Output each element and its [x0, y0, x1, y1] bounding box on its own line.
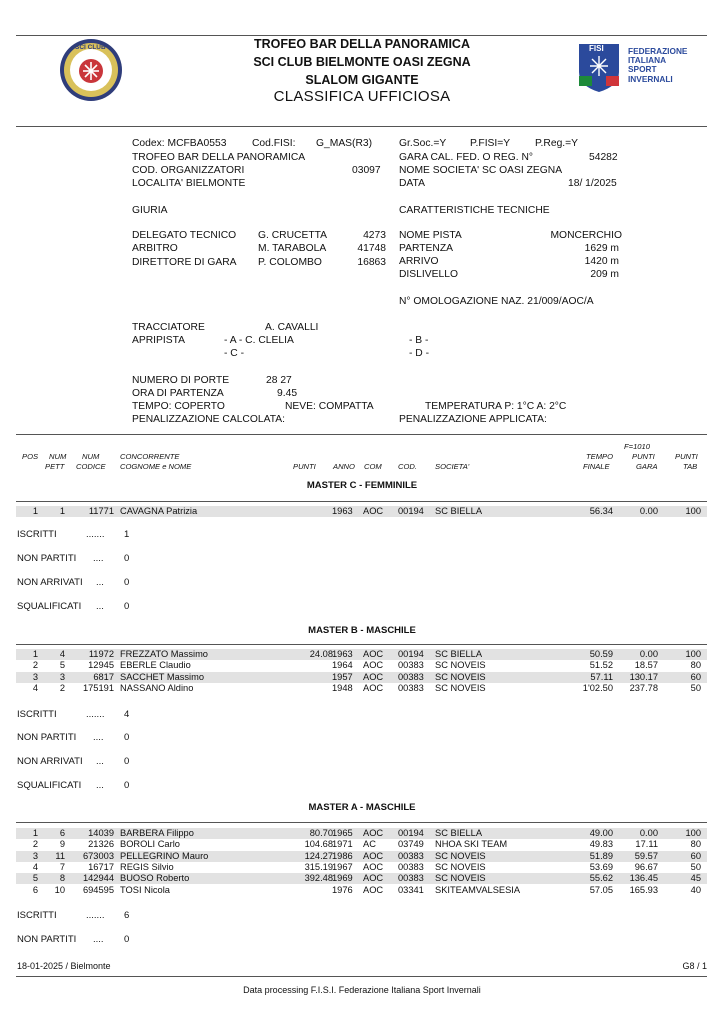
section-rule: [16, 501, 707, 502]
cell-punti: 315.19: [304, 861, 333, 872]
cell-societa: SC NOVEIS: [435, 850, 486, 861]
cell-gara: 0.00: [639, 506, 658, 516]
jury-name: P. COLOMBO: [258, 257, 322, 268]
stat-dots: ...: [96, 601, 104, 612]
title-classifica: CLASSIFICA UFFICIOSA: [273, 88, 451, 105]
cod-fisi-label: Cod.FISI:: [252, 138, 296, 149]
cell-anno: 1964: [332, 660, 353, 671]
temperatura: TEMPERATURA P: 1°C A: 2°C: [425, 401, 567, 412]
cell-anno: 1963: [332, 506, 353, 516]
stat-label: SQUALIFICATI: [17, 601, 82, 612]
result-row: [16, 839, 707, 850]
p-fisi: P.FISI=Y: [470, 138, 511, 149]
col-com: COM: [364, 462, 382, 471]
cell-cod: 00383: [398, 671, 424, 682]
stat-dots: ....: [93, 732, 104, 743]
cell-code: 11771: [88, 506, 114, 516]
cell-com: AOC: [363, 649, 384, 659]
cell-name: REGIS Silvio: [120, 861, 174, 872]
footer-page: G8 / 1: [682, 961, 707, 971]
cell-com: AOC: [363, 861, 384, 872]
col-f-factor: F=1010: [624, 442, 650, 451]
cell-anno: 1986: [332, 850, 353, 861]
cell-code: 6817: [93, 671, 114, 682]
cell-com: AC: [363, 839, 376, 850]
tech-label: PARTENZA: [399, 243, 453, 254]
tech-label: NOME PISTA: [399, 230, 462, 241]
cell-tempo: 55.62: [589, 873, 613, 884]
cell-societa: SC NOVEIS: [435, 861, 486, 872]
cell-societa: SC NOVEIS: [435, 660, 486, 671]
col-punti-tab: TAB: [683, 462, 698, 471]
stat-label: ISCRITTI: [17, 910, 57, 921]
stat-label: NON ARRIVATI: [17, 577, 83, 588]
result-row: [16, 506, 707, 517]
jury-name: G. CRUCETTA: [258, 230, 328, 241]
cell-name: BARBERA Filippo: [120, 828, 194, 838]
localita: LOCALITA' BIELMONTE: [132, 178, 246, 189]
cell-tab: 100: [685, 828, 701, 838]
data-value: 18/ 1/2025: [568, 178, 617, 189]
cell-code: 673003: [82, 850, 114, 861]
result-row: [16, 885, 707, 896]
cell-anno: 1976: [332, 884, 353, 895]
club-logo-text-top: SCI CLUB: [75, 44, 106, 51]
cell-pos: 3: [32, 850, 38, 861]
cell-tempo: 53.69: [589, 861, 613, 872]
tech-value: 209 m: [590, 269, 619, 280]
cell-societa: SC BIELLA: [435, 649, 483, 659]
cell-gara: 136.45: [629, 873, 658, 884]
stat-label: ISCRITTI: [17, 709, 57, 720]
cell-tab: 100: [685, 649, 701, 659]
cell-anno: 1963: [332, 649, 353, 659]
cell-name: BOROLI Carlo: [120, 839, 180, 850]
gr-soc: Gr.Soc.=Y: [399, 138, 447, 149]
section-title: MASTER B - MASCHILE: [308, 625, 416, 636]
cell-pett: 4: [59, 649, 65, 659]
cell-pos: 5: [32, 873, 38, 884]
gara-cal-label: GARA CAL. FED. O REG. N°: [399, 152, 534, 163]
cell-com: AOC: [363, 660, 384, 671]
cell-tab: 45: [690, 873, 701, 884]
cell-punti: 24.08: [309, 649, 333, 659]
cell-com: AOC: [363, 828, 384, 838]
cell-com: AOC: [363, 682, 384, 693]
col-pos: POS: [22, 452, 39, 461]
cell-tab: 100: [685, 506, 701, 516]
penalizzazione-applicata: PENALIZZAZIONE APPLICATA:: [399, 414, 547, 425]
cell-code: 21326: [88, 839, 114, 850]
nome-societa: NOME SOCIETA' SC OASI ZEGNA: [399, 165, 563, 176]
col-punti-gara: PUNTI: [632, 452, 655, 461]
cell-cod: 00383: [398, 850, 424, 861]
stat-label: SQUALIFICATI: [17, 780, 82, 791]
col-cod: COD.: [398, 462, 417, 471]
stat-value: 6: [124, 910, 130, 921]
stat-value: 0: [124, 756, 130, 767]
giuria-heading: GIURIA: [132, 205, 168, 216]
stat-value: 0: [124, 577, 130, 588]
cell-tempo: 57.11: [590, 671, 613, 682]
cell-societa: SC BIELLA: [435, 828, 483, 838]
cell-gara: 18.57: [634, 660, 658, 671]
cell-pett: 9: [59, 839, 65, 850]
fisi-name-line: FEDERAZIONE: [628, 46, 688, 56]
stat-value: 0: [124, 780, 130, 791]
cell-anno: 1971: [332, 839, 353, 850]
stat-label: NON PARTITI: [17, 553, 77, 564]
cell-anno: 1967: [332, 861, 353, 872]
result-row: [16, 660, 707, 671]
cell-anno: 1969: [332, 873, 353, 884]
penalizzazione-calcolata: PENALIZZAZIONE CALCOLATA:: [132, 414, 285, 425]
cell-tempo: 56.34: [589, 506, 613, 516]
cell-tab: 80: [690, 839, 701, 850]
cell-pett: 2: [59, 682, 65, 693]
cell-gara: 17.11: [635, 839, 658, 850]
cell-cod: 00194: [398, 506, 424, 516]
numero-porte-value: 28 27: [266, 375, 292, 386]
gara-cal-value: 54282: [589, 152, 618, 163]
cell-name: NASSANO Aldino: [120, 682, 194, 693]
cell-pett: 1: [59, 506, 65, 516]
stat-dots: ....: [93, 553, 104, 564]
cell-name: EBERLE Claudio: [120, 660, 191, 671]
stat-dots: ...: [96, 756, 104, 767]
cell-gara: 59.57: [634, 850, 658, 861]
cell-tab: 50: [690, 682, 701, 693]
cell-tab: 50: [690, 861, 701, 872]
stat-dots: .......: [86, 709, 105, 720]
section-title: MASTER A - MASCHILE: [308, 802, 416, 813]
jury-name: M. TARABOLA: [258, 243, 327, 254]
stat-label: NON PARTITI: [17, 732, 77, 743]
cell-tab: 60: [690, 850, 701, 861]
jury-code: 41748: [357, 243, 386, 254]
cell-punti: 80.70: [309, 828, 333, 838]
cell-punti: 104.68: [304, 839, 333, 850]
cell-pett: 10: [54, 884, 65, 895]
cell-tab: 60: [690, 671, 701, 682]
tech-label: DISLIVELLO: [399, 269, 458, 280]
jury-role: DIRETTORE DI GARA: [132, 257, 237, 268]
cell-name: SACCHET Massimo: [120, 671, 205, 682]
cell-tempo: 49.00: [589, 828, 613, 838]
cell-cod: 00383: [398, 682, 424, 693]
stat-label: ISCRITTI: [17, 529, 57, 540]
fisi-name-line: ITALIANA: [628, 55, 667, 66]
apripista-a: - A - C. CLELIA: [224, 335, 294, 346]
cell-pett: 3: [59, 671, 65, 682]
cell-com: AOC: [363, 884, 384, 895]
cell-cod: 00383: [398, 861, 424, 872]
cell-anno: 1957: [332, 671, 353, 682]
title-club: SCI CLUB BIELMONTE OASI ZEGNA: [253, 55, 471, 69]
result-row: [16, 862, 707, 873]
cell-com: AOC: [363, 506, 384, 516]
col-concorrente: CONCORRENTE: [120, 452, 180, 461]
cell-code: 16717: [88, 861, 114, 872]
cell-name: TOSI Nicola: [120, 884, 170, 895]
col-concorrente: COGNOME e NOME: [120, 462, 192, 471]
fisi-name-line: INVERNALI: [628, 73, 673, 84]
cell-code: 694595: [82, 884, 114, 895]
cell-gara: 0.00: [639, 649, 658, 659]
cell-pos: 1: [32, 828, 38, 838]
cell-societa: SC NOVEIS: [435, 682, 486, 693]
cell-cod: 00383: [398, 873, 424, 884]
cell-societa: NHOA SKI TEAM: [435, 839, 508, 850]
cell-name: BUOSO Roberto: [120, 873, 190, 884]
cell-pett: 7: [59, 861, 65, 872]
tracciatore-label: TRACCIATORE: [132, 322, 205, 333]
section-title: MASTER C - FEMMINILE: [306, 480, 418, 491]
stat-value: 4: [124, 709, 130, 720]
p-reg: P.Reg.=Y: [535, 138, 579, 149]
cell-code: 12945: [88, 660, 114, 671]
cell-cod: 00194: [398, 828, 424, 838]
col-anno: ANNO: [333, 462, 355, 471]
tech-value: 1629 m: [584, 243, 619, 254]
codex: Codex: MCFBA0553: [132, 138, 227, 149]
cell-pett: 11: [55, 850, 65, 861]
cell-com: AOC: [363, 873, 384, 884]
result-row: [16, 683, 707, 694]
numero-porte-label: NUMERO DI PORTE: [132, 375, 230, 386]
cell-punti: 124.27: [304, 850, 333, 861]
cell-tempo: 51.52: [589, 660, 613, 671]
cell-cod: 00194: [398, 649, 424, 659]
jury-role: ARBITRO: [132, 243, 178, 254]
tech-label: ARRIVO: [399, 256, 439, 267]
cell-code: 175191: [82, 682, 114, 693]
stat-value: 1: [124, 529, 130, 540]
fisi-name-line: SPORT: [628, 64, 657, 75]
stat-dots: .......: [86, 910, 105, 921]
col-codice: CODICE: [76, 462, 106, 471]
section-rule: [16, 644, 707, 645]
cell-name: FREZZATO Massimo: [120, 649, 208, 659]
apripista-d: - D -: [409, 348, 430, 359]
cell-tempo: 50.59: [589, 649, 613, 659]
cell-anno: 1965: [332, 828, 353, 838]
result-row: [16, 672, 707, 683]
ora-partenza-value: 9.45: [277, 388, 298, 399]
result-row: [16, 851, 707, 862]
caratteristiche-heading: CARATTERISTICHE TECNICHE: [399, 205, 550, 216]
fisi-logo-text: FISI: [589, 44, 604, 53]
apripista-c: - C -: [224, 348, 245, 359]
tracciatore-value: A. CAVALLI: [265, 322, 319, 333]
trofeo-name: TROFEO BAR DELLA PANORAMICA: [132, 152, 306, 163]
result-row: [16, 873, 707, 884]
col-tempo: FINALE: [583, 462, 610, 471]
cell-pett: 5: [59, 660, 65, 671]
cell-com: AOC: [363, 671, 384, 682]
cell-pett: 8: [59, 873, 65, 884]
col-codice: NUM: [82, 452, 100, 461]
cod-fisi-value: G_MAS(R3): [316, 138, 373, 149]
cell-tempo: 57.05: [589, 884, 613, 895]
cell-pos: 2: [32, 839, 38, 850]
data-label: DATA: [399, 178, 425, 189]
cell-pos: 4: [32, 861, 38, 872]
top-rule: [16, 35, 707, 36]
stat-dots: ...: [96, 780, 104, 791]
tech-value: 1420 m: [584, 256, 619, 267]
apripista-label: APRIPISTA: [132, 335, 186, 346]
fisi-logo: [575, 42, 623, 94]
title-discipline: SLALOM GIGANTE: [305, 73, 419, 87]
col-pett: PETT: [45, 462, 65, 471]
cell-tempo: 49.83: [589, 839, 613, 850]
cell-pos: 3: [32, 671, 38, 682]
cell-pos: 1: [32, 506, 38, 516]
tempo-meteo: TEMPO: COPERTO: [132, 401, 225, 412]
stat-label: NON PARTITI: [17, 934, 77, 945]
cell-gara: 237.78: [629, 682, 658, 693]
cod-org-label: COD. ORGANIZZATORI: [132, 165, 245, 176]
stat-dots: .......: [86, 529, 105, 540]
cell-societa: SKITEAMVALSESIA: [435, 884, 521, 895]
cell-pett: 6: [59, 828, 65, 838]
col-tempo: TEMPO: [586, 452, 614, 461]
section-rule: [16, 822, 707, 823]
cell-code: 11972: [88, 649, 114, 659]
apripista-b: - B -: [409, 335, 429, 346]
cell-gara: 165.93: [629, 884, 658, 895]
cell-tab: 80: [690, 660, 701, 671]
cell-gara: 96.67: [634, 861, 658, 872]
omologazione: N° OMOLOGAZIONE NAZ. 21/009/AOC/A: [399, 296, 594, 307]
cell-code: 14039: [88, 828, 114, 838]
title-trofeo: TROFEO BAR DELLA PANORAMICA: [254, 37, 470, 51]
result-row: [16, 828, 707, 839]
cell-cod: 03341: [398, 884, 424, 895]
col-pett: NUM: [49, 452, 67, 461]
col-punti: PUNTI: [293, 462, 316, 471]
cell-code: 142944: [82, 873, 114, 884]
cell-tempo: 1'02.50: [582, 682, 613, 693]
cell-societa: SC BIELLA: [435, 506, 483, 516]
stat-value: 0: [124, 732, 130, 743]
header-rule: [16, 126, 707, 127]
cell-pos: 4: [32, 682, 38, 693]
col-punti-tab: PUNTI: [675, 452, 698, 461]
cell-cod: 03749: [398, 839, 424, 850]
cell-gara: 0.00: [639, 828, 658, 838]
jury-role: DELEGATO TECNICO: [132, 230, 237, 241]
result-row: [16, 649, 707, 660]
cell-anno: 1948: [332, 682, 353, 693]
col-punti-gara: GARA: [636, 462, 658, 471]
cell-gara: 130.17: [629, 671, 658, 682]
jury-code: 16863: [357, 257, 386, 268]
col-societa: SOCIETA': [435, 462, 470, 471]
cod-org-value: 03097: [352, 165, 381, 176]
stat-value: 0: [124, 934, 130, 945]
cell-pos: 6: [32, 884, 38, 895]
ora-partenza-label: ORA DI PARTENZA: [132, 388, 224, 399]
tech-value: MONCERCHIO: [550, 230, 622, 241]
stat-dots: ...: [96, 577, 104, 588]
jury-code: 4273: [363, 230, 386, 241]
cell-cod: 00383: [398, 660, 424, 671]
cell-tab: 40: [690, 884, 701, 895]
cell-societa: SC NOVEIS: [435, 671, 486, 682]
stat-value: 0: [124, 601, 130, 612]
cell-societa: SC NOVEIS: [435, 873, 486, 884]
cell-punti: 392.48: [304, 873, 333, 884]
stat-dots: ....: [93, 934, 104, 945]
footer-rule: [16, 976, 707, 977]
cell-com: AOC: [363, 850, 384, 861]
cell-pos: 2: [32, 660, 38, 671]
cell-pos: 1: [32, 649, 38, 659]
cell-tempo: 51.89: [589, 850, 613, 861]
stat-value: 0: [124, 553, 130, 564]
info-rule: [16, 434, 707, 435]
footer-processing: Data processing F.I.S.I. Federazione Italiana Sport Invernali: [243, 985, 481, 995]
cell-name: PELLEGRINO Mauro: [120, 850, 209, 861]
neve: NEVE: COMPATTA: [285, 401, 374, 412]
footer-date-place: 18-01-2025 / Bielmonte: [17, 961, 111, 971]
stat-label: NON ARRIVATI: [17, 756, 83, 767]
cell-name: CAVAGNA Patrizia: [120, 506, 198, 516]
fisi-name: [628, 47, 687, 84]
